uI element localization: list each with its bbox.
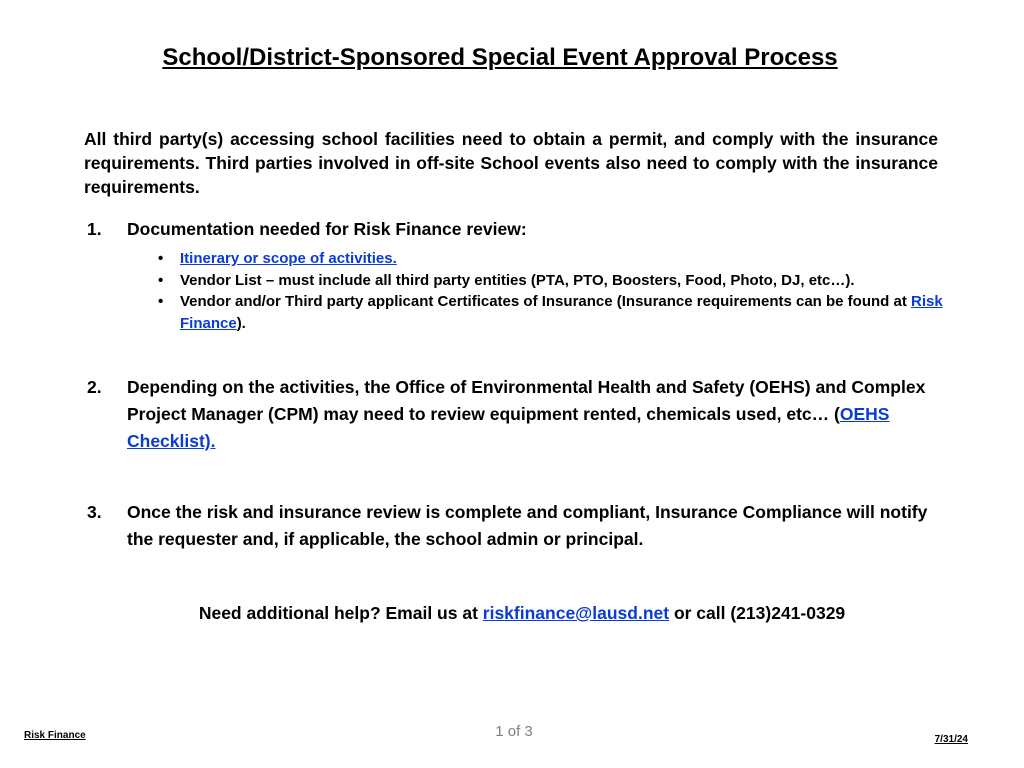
section-3 <box>87 499 947 553</box>
section-1-heading: Documentation needed for Risk Finance review: <box>127 219 527 239</box>
documentation-list <box>87 248 947 334</box>
page-number: 1 of 3 <box>495 723 533 740</box>
bullet-icon: • <box>158 293 164 310</box>
page-title: School/District-Sponsored Special Event Approval Process <box>162 44 838 71</box>
list-item <box>158 270 950 292</box>
section-3-number: 3. <box>87 502 102 522</box>
certificates-text-end: ). <box>236 314 246 332</box>
list-item <box>158 291 950 334</box>
certificates-text: Vendor and/or Third party applicant Certificates of Insurance (Insurance requirements can be found at <box>180 293 911 310</box>
section-1 <box>87 219 947 334</box>
list-item <box>158 248 950 270</box>
oehs-checklist-link[interactable]: OEHS Checklist). <box>127 404 890 451</box>
footer-date: 7/31/24 <box>934 734 968 745</box>
help-phone-text: or call (213)241-0329 <box>669 603 846 623</box>
vendor-list-text: Vendor List – must include all third party entities (PTA, PTO, Boosters, Food, Photo, DJ, etc…). <box>180 271 855 289</box>
help-line <box>0 603 1024 624</box>
section-2 <box>87 374 947 455</box>
email-link[interactable]: riskfinance@lausd.net <box>482 603 670 623</box>
section-2-number: 2. <box>87 377 102 397</box>
section-2-text: Depending on the activities, the Office of Environmental Health and Safety (OEHS) and Complex Project Manager (CPM) may need to review equipment rented, chemicals used, etc… ( <box>127 377 926 424</box>
itinerary-link[interactable]: Itinerary or scope of activities. <box>180 250 397 267</box>
intro-paragraph: All third party(s) accessing school facilities need to obtain a permit, and comply with the insurance requirements. Third parties involved in off-site School events also need to comply with the insurance requirements. <box>84 129 938 197</box>
bullet-icon: • <box>158 250 164 267</box>
footer-department: Risk Finance <box>24 730 86 741</box>
help-text: Need additional help? Email us at <box>198 603 483 623</box>
section-3-text: Once the risk and insurance review is complete and compliant, Insurance Compliance will notify the requester and, if applicable, the school admin or principal. <box>127 502 928 549</box>
bullet-icon: • <box>158 271 164 289</box>
risk-finance-link[interactable]: Risk Finance <box>180 293 943 332</box>
section-1-number: 1. <box>87 219 102 239</box>
